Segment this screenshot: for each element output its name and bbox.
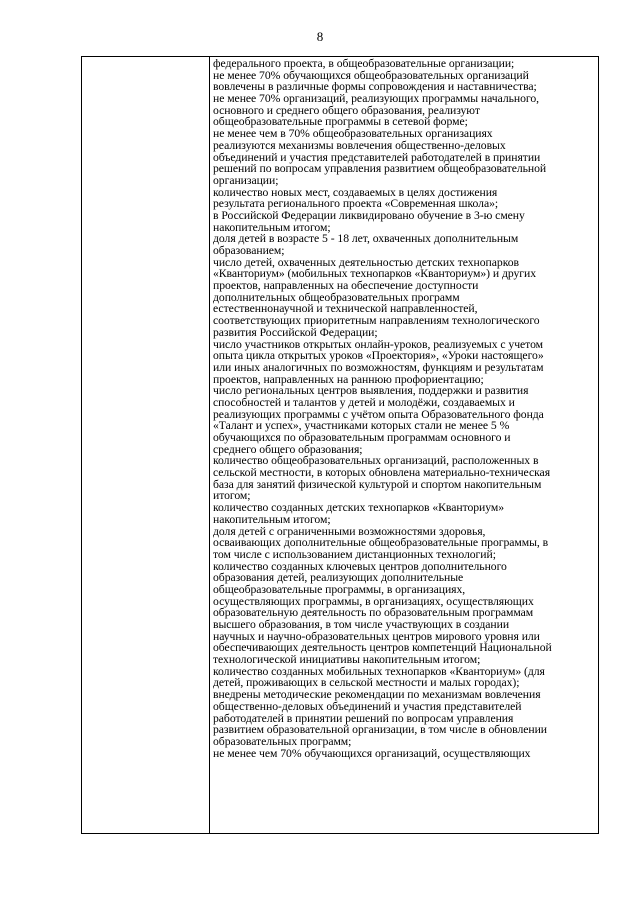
table-left-column <box>82 57 210 833</box>
text-line: общеобразовательные программы в сетевой форме; <box>213 115 468 129</box>
text-line: способностей и талантов у детей и молодёжи, создаваемых и <box>213 395 515 409</box>
text-line: осуществляющих программы, в организациях, осуществляющих <box>213 594 534 608</box>
text-line: научных и научно-образовательных центров мирового уровня или <box>213 629 540 643</box>
text-line: федерального проекта, в общеобразовательные организации; <box>213 57 515 70</box>
text-line: осваивающих дополнительные общеобразовательные программы, в <box>213 536 549 550</box>
text-line: опыта цикла открытых уроков «Проектория», «Уроки настоящего» <box>213 349 544 363</box>
text-line: итогом; <box>213 489 251 503</box>
text-line: база для занятий физической культурой и спортом накопительным <box>213 477 542 491</box>
text-line: соответствующих приоритетным направлениям технологического <box>213 314 540 328</box>
text-line: обеспечивающих деятельность центров компетенций Национальной <box>213 641 552 655</box>
text-line: проектов, направленных на раннюю профориентацию; <box>213 372 484 386</box>
text-line: число участников открытых онлайн-уроков, реализуемых с учетом <box>213 337 543 351</box>
text-line: дополнительных общеобразовательных программ <box>213 290 460 304</box>
text-line: не менее 70% организаций, реализующих программы начального, <box>213 92 540 106</box>
text-line: сельской местности, в которых обновлена материально-техническая <box>213 466 551 480</box>
text-line: количество общеобразовательных организаций, расположенных в <box>213 454 539 468</box>
text-line: проектов, направленных на обеспечение доступности <box>213 279 479 293</box>
text-line: общеобразовательные программы, в организациях, <box>213 582 466 596</box>
text-line: образовательную деятельность по образовательным программам <box>213 606 534 620</box>
page-number: 8 <box>316 29 324 44</box>
text-line: детей, проживающих в сельской местности и малых городах); <box>213 676 520 690</box>
text-line: «Талант и успех», участниками которых стали не менее 5 % <box>213 419 510 433</box>
text-line: число детей, охваченных деятельностью детских технопарков <box>213 255 519 269</box>
text-line: накопительным итогом; <box>213 512 331 526</box>
text-line: том числе с использованием дистанционных технологий; <box>213 547 496 561</box>
text-line: основного и среднего общего образования, реализуют <box>213 103 480 117</box>
text-line: количество созданных мобильных технопарков «Кванториум» (для <box>213 664 545 678</box>
text-line: не менее 70% обучающихся общеобразовательных организаций <box>213 68 529 82</box>
text-line: внедрены методические рекомендации по механизмам вовлечения <box>213 688 541 702</box>
text-line: общественно-деловых объединений и участия представителей <box>213 699 522 713</box>
text-line: доля детей с ограниченными возможностями здоровья, <box>213 524 486 538</box>
text-line: не менее чем в 70% общеобразовательных организациях <box>213 127 493 141</box>
text-line: работодателей в принятии решений по вопросам управления <box>213 711 514 725</box>
text-line: технологической инициативы накопительным итогом; <box>213 653 481 667</box>
text-line: накопительным итогом; <box>213 220 331 234</box>
text-line: среднего общего образования; <box>213 442 363 456</box>
text-line: реализуются механизмы вовлечения общественно-деловых <box>213 138 506 152</box>
text-line: образования детей, реализующих дополнительные <box>213 571 464 585</box>
text-line: образованием; <box>213 244 285 257</box>
table-right-column <box>210 57 598 833</box>
text-line: вовлечены в различные формы сопровождения и наставничества; <box>213 80 537 94</box>
text-line: не менее чем 70% обучающихся организаций, осуществляющих <box>213 746 531 760</box>
text-line: организации; <box>213 173 279 187</box>
text-line: доля детей в возрасте 5 - 18 лет, охваченных дополнительным <box>213 232 519 246</box>
document-table <box>81 56 599 834</box>
text-line: объединений и участия представителей работодателей в принятии <box>213 150 541 164</box>
text-line: результата регионального проекта «Современная школа»; <box>213 197 499 211</box>
text-line: «Кванториум» (мобильных технопарков «Кванториум») и других <box>213 267 537 281</box>
text-line: обучающихся по образовательным программам основного и <box>213 431 511 444</box>
text-line: решений по вопросам управления развитием общеобразовательной <box>213 162 547 176</box>
text-line: количество созданных ключевых центров дополнительного <box>213 559 507 573</box>
text-line: развития Российской Федерации; <box>213 325 378 339</box>
text-line: количество новых мест, создаваемых в целях достижения <box>213 185 498 199</box>
text-line: число региональных центров выявления, поддержки и развития <box>213 384 529 398</box>
text-line: количество созданных детских технопарков «Кванториум» <box>213 501 505 515</box>
text-line: развитием образовательной организации, в том числе в обновлении <box>213 723 547 737</box>
text-line: реализующих программы с учётом опыта Образовательного фонда <box>213 407 544 421</box>
text-line: или иных аналогичных по возможностям, функциям и результатам <box>213 360 544 374</box>
text-line: высшего образования, в том числе участвующих в создании <box>213 618 510 631</box>
text-line: образовательных программ; <box>213 734 352 748</box>
text-line: естественнонаучной и технической направленностей, <box>213 302 478 316</box>
text-line: в Российской Федерации ликвидировано обучение в 3-ю смену <box>213 208 525 222</box>
